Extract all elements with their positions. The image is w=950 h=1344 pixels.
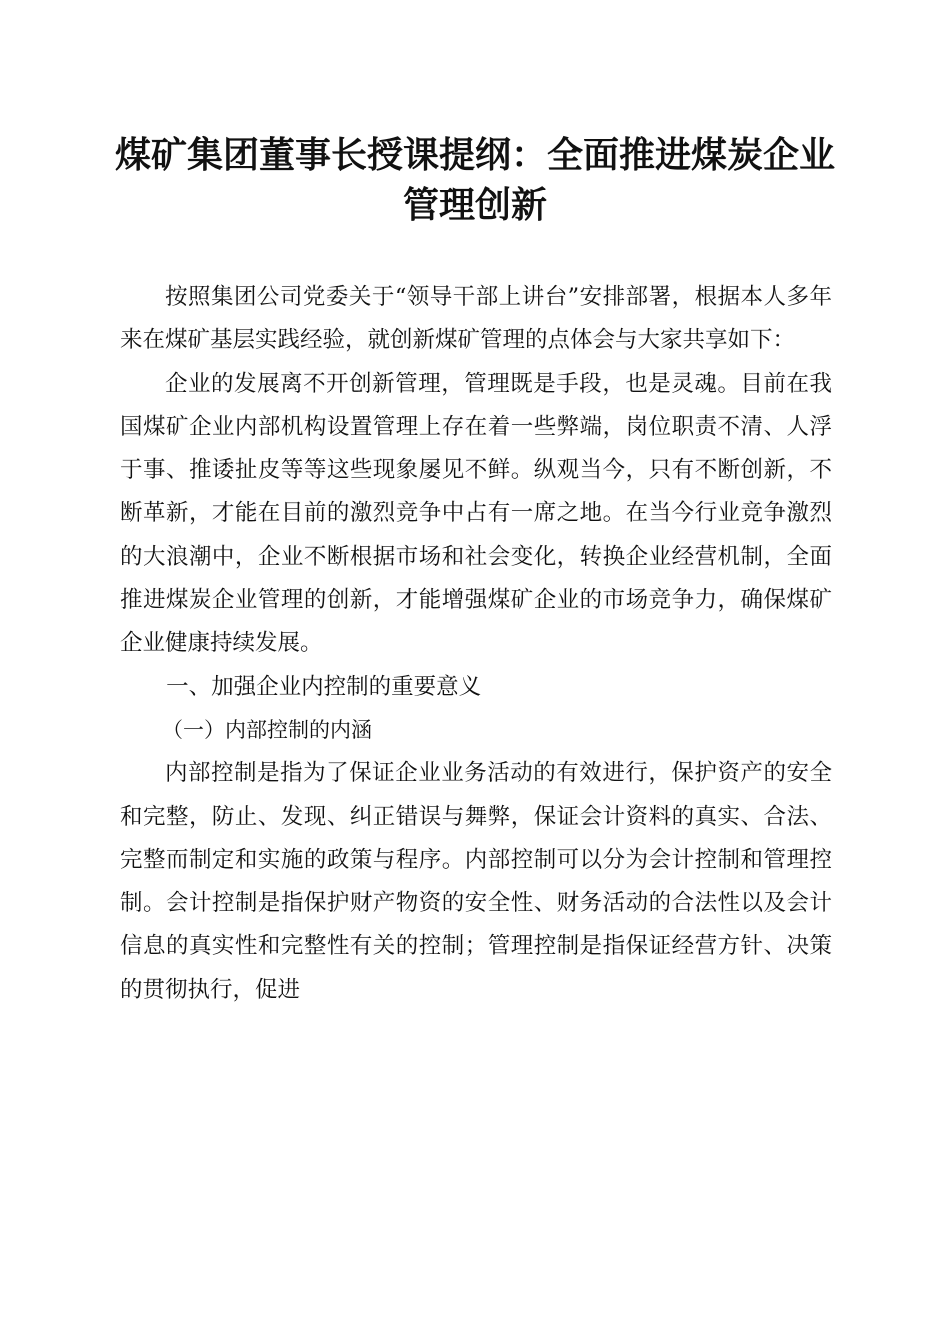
section-heading: 一、加强企业内控制的重要意义 xyxy=(166,673,482,700)
document-body xyxy=(120,276,832,1012)
intro-paragraph: 按照集团公司党委关于“领导干部上讲台”安排部署，根据本人多年来在煤矿基层实践经验，就创新煤矿管理的点体会与大家共享如下： xyxy=(120,284,832,354)
internal-control-paragraph: 内部控制是指为了保证企业业务活动的有效进行，保护资产的安全和完整，防止、发现、纠正错误与舞弊，保证会计资料的真实、合法、完整而制定和实施的政策与程序。内部控制可以分为会计控制和管理控制。会计控制是指保护财产物资的安全性、财务活动的合法性以及会计信息的真实性和完整性有关的控制；管理控制是指保证经营方针、决策的贯彻执行，促进 xyxy=(120,760,832,1003)
background-paragraph: 企业的发展离不开创新管理，管理既是手段，也是灵魂。目前在我国煤矿企业内部机构设置管理上存在着一些弊端，岗位职责不清、人浮于事、推诿扯皮等等这些现象屡见不鲜。纵观当今，只有不断创新，不断革新，才能在目前的激烈竞争中占有一席之地。在当今行业竞争激烈的大浪潮中，企业不断根据市场和社会变化，转换企业经营机制，全面推进煤炭企业管理的创新，才能增强煤矿企业的市场竞争力，确保煤矿企业健康持续发展。 xyxy=(120,370,832,657)
document-title: 煤矿集团董事长授课提纲：全面推进煤炭企业管理创新 xyxy=(114,134,835,226)
subsection-heading: （一）内部控制的内涵 xyxy=(162,717,372,742)
